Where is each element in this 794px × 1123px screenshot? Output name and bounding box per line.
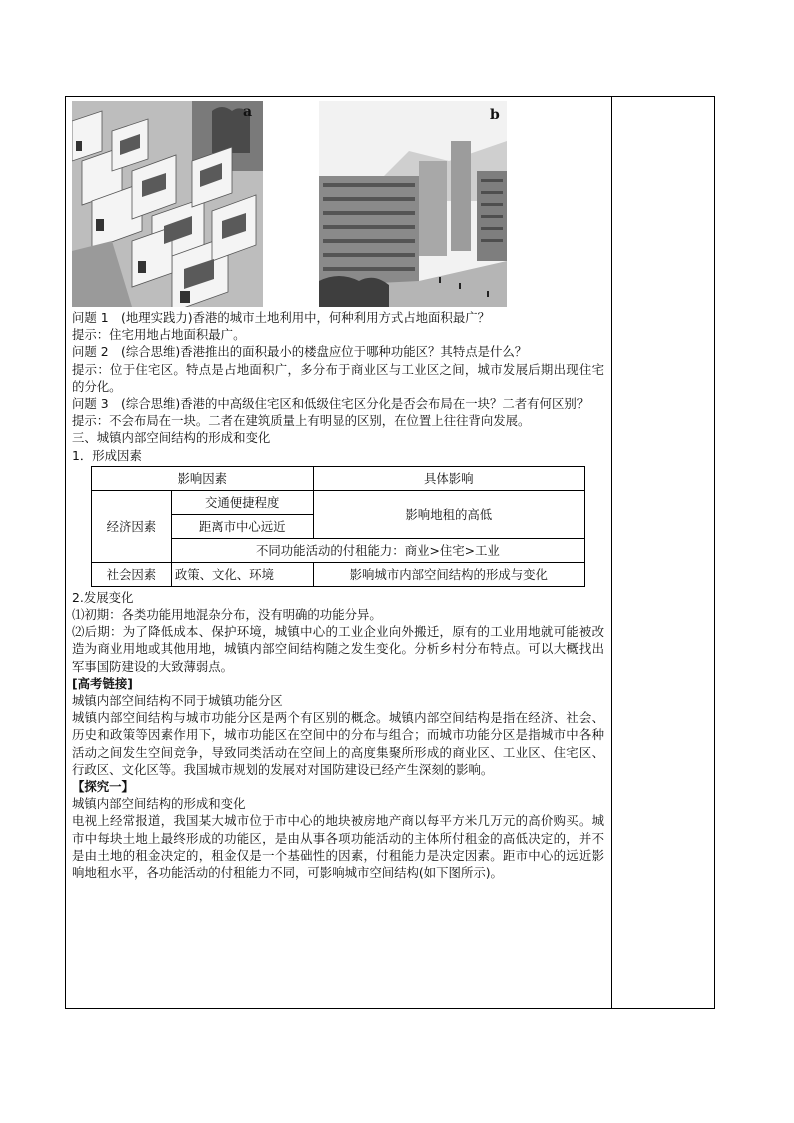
exam-link-title: 城镇内部空间结构不同于城镇功能分区	[72, 693, 283, 709]
header-effect: 具体影响	[313, 466, 584, 490]
development-early: ⑴初期：各类功能用地混杂分布，没有明确的功能分异。	[72, 607, 382, 623]
column-divider	[611, 97, 612, 1008]
section-heading: 三、城镇内部空间结构的形成和变化	[72, 430, 271, 446]
answer-3: 提示：不会布局在一块。二者在建筑质量上有明显的区别，在位置上往往背向发展。	[72, 413, 531, 429]
cell-rent-effect: 影响地租的高低	[313, 490, 584, 538]
factor-table-wrapper	[91, 466, 604, 587]
main-content	[72, 101, 604, 881]
explore-heading: 【探究一】	[72, 779, 134, 795]
question-2: 问题 2 (综合思维)香港推出的面积最小的楼盘应位于哪种功能区？其特点是什么？	[72, 344, 528, 360]
cell-distance: 距离市中心远近	[171, 514, 313, 538]
cell-traffic: 交通便捷程度	[171, 490, 313, 514]
photo-a-terraced-houses	[72, 101, 263, 307]
question-3: 问题 3 (综合思维)香港的中高级住宅区和低级住宅区分化是否会布局在一块？二者有何区别？	[72, 396, 590, 412]
header-factor: 影响因素	[92, 466, 314, 490]
subheading-factors: 1．形成因素	[72, 447, 142, 463]
cell-rent-ability: 不同功能活动的付租能力：商业>住宅>工业	[171, 538, 584, 562]
answer-1: 提示：住宅用地占地面积最广。	[72, 327, 246, 343]
subheading-development: 2.发展变化	[72, 589, 134, 605]
cell-social-effect: 影响城市内部空间结构的形成与变化	[313, 562, 584, 586]
page-frame	[65, 96, 715, 1009]
question-1: 问题 1 (地理实践力)香港的城市土地利用中，何种利用方式占地面积最广？	[72, 310, 490, 325]
exam-link-body: 城镇内部空间结构与城市功能分区是两个有区别的概念。城镇内部空间结构是指在经济、社会、历史和政策等因素作用下，城市功能区在空间中的分布与组合；而城市功能分区是指城市中各种活动之间发生空间竞争，导致同类活动在空间上的高度集聚所形成的商业区、工业区、住宅区、行政区、文化区等。我国城市规划的发展对对国防建设已经产生深刻的影响。	[72, 710, 604, 777]
photo-b-label: b	[490, 107, 500, 123]
cell-social-items: 政策、文化、环境	[171, 562, 313, 586]
answer-2: 提示：位于住宅区。特点是占地面积广，多分布于商业区与工业区之间，城市发展后期出现住宅的分化。	[72, 361, 604, 394]
photo-row	[72, 101, 604, 309]
cell-economic: 经济因素	[92, 490, 172, 562]
photo-b-apartment-blocks	[319, 101, 507, 307]
explore-title: 城镇内部空间结构的形成和变化	[72, 796, 246, 812]
photo-a-label: a	[243, 104, 253, 120]
factor-table	[91, 466, 585, 587]
explore-body: 电视上经常报道，我国某大城市位于市中心的地块被房地产商以每平方米几万元的高价购买。城市中每块土地上最终形成的功能区，是由从事各项功能活动的主体所付租金的高低决定的，并不是由土地的租金决定的，租金仅是一个基础性的因素，付租能力是决定因素。距市中心的远近影响地租水平，各功能活动的付租能力不同，可影响城市空间结构(如下图所示)。	[72, 813, 604, 881]
exam-link-heading: [高考链接]	[72, 675, 133, 691]
development-late: ⑵后期：为了降低成本、保护环境，城镇中心的工业企业向外搬迁，原有的工业用地就可能被改造为商业用地或其他用地，城镇内部空间结构随之发生变化。分析乡村分布特点。可以大概找出军事国防建设的大致薄弱点。	[72, 624, 604, 674]
cell-social: 社会因素	[92, 562, 172, 586]
